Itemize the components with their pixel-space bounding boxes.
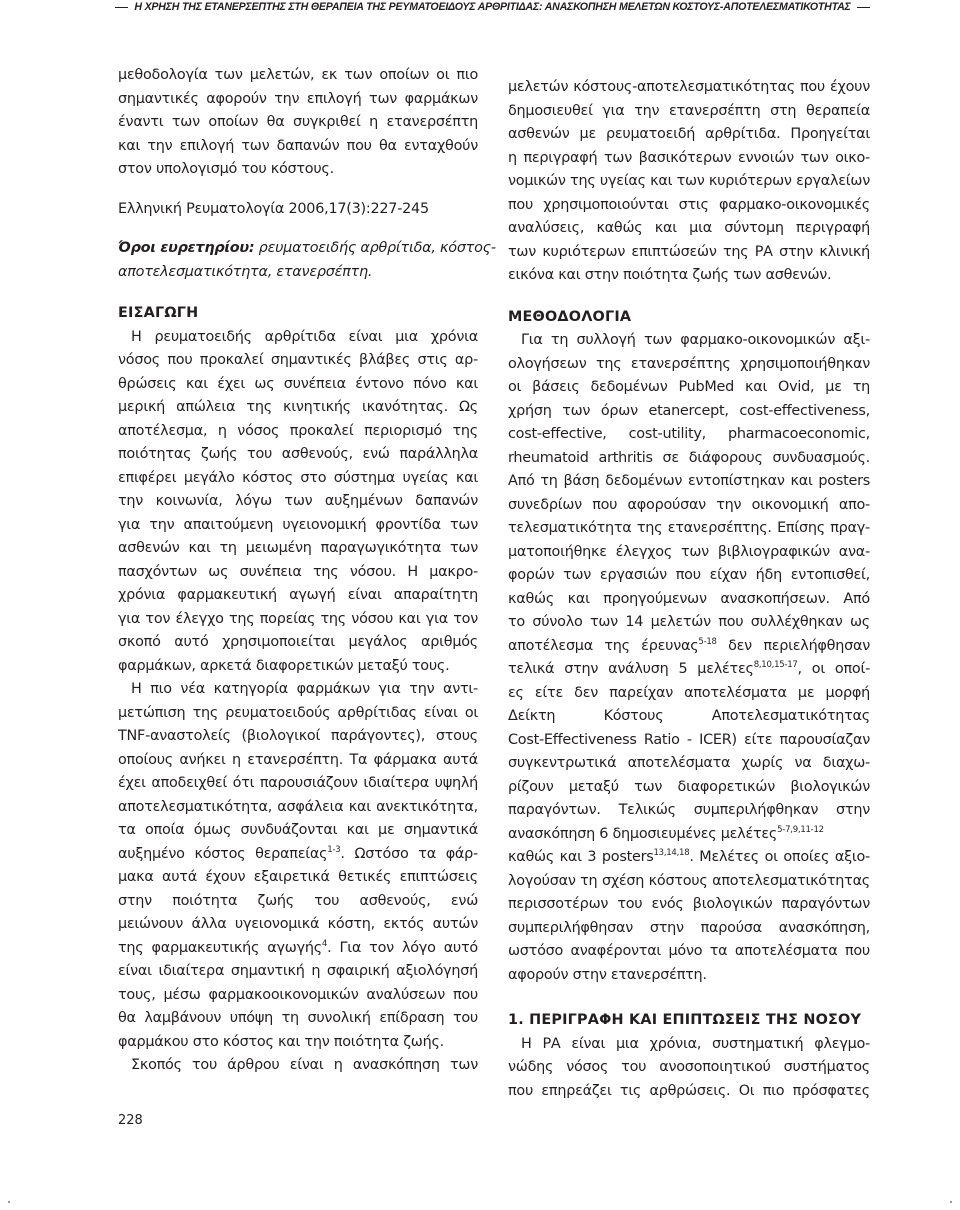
text-line: οποίους ανήκει η ετανερσέπτη. Τα φάρμακα αυτά <box>118 751 478 768</box>
text-line: στον υπολογισμό του κόστους. <box>118 161 334 177</box>
text-line: πασχόντων ως συνέπεια της νόσου. Η μακρο- <box>118 563 478 580</box>
text-line: ματοποιήθηκε έλεγχος των βιβλιογραφικών ανα- <box>508 543 870 560</box>
text-line: έχει αποδειχθεί ότι παρουσιάζουν ιδιαίτερα υψηλή <box>118 775 478 791</box>
text-line: ρίζουν μεταξύ των διαφορετικών βιολογικών <box>508 778 870 795</box>
header-rule-right <box>857 7 870 8</box>
right-column <box>508 76 870 1103</box>
text-line: μελετών κόστους-αποτελεσματικότητας που έχουν <box>508 79 870 95</box>
keywords <box>118 237 496 284</box>
text-line: μερική απώλεια της κινητικής ικανότητας. Ως <box>118 399 478 415</box>
text-fragment: . Για τον λόγο αυτό <box>327 939 478 956</box>
abstract-end <box>118 64 478 182</box>
text-line: εικόνα και στην ποιότητα ζωής των ασθενών. <box>508 267 832 283</box>
text-line: το σύνολο των 14 μελετών που συλλέχθηκαν ως <box>508 614 870 630</box>
citation-superscript: 4 <box>321 938 328 949</box>
text-line: χρήση των όρων etanercept, cost-effectiveness, <box>508 402 870 419</box>
text-line: μειώνουν άλλα υγειονομικά κόστη, εκτός αυτών <box>118 916 478 932</box>
text-line: αποτέλεσμα, η νόσος προκαλεί περιορισμό της <box>118 422 478 439</box>
text-fragment: δεν περιελήφθησαν <box>716 637 870 654</box>
text-fragment: τελικά στην ανάλυση 5 μελέτες <box>508 661 754 677</box>
text-line: TNF-αναστολείς (βιολογικοί παράγοντες), στους <box>118 728 478 744</box>
text-line: ες είτε δεν παρείχαν αποτελέσματα με μορφή <box>508 684 870 701</box>
text-line: νομικών της υγείας και των κυριότερων εργαλείων <box>508 173 870 189</box>
text-line: ολογήσεων της ετανερσέπτης χρησιμοποιήθηκαν <box>508 355 870 372</box>
text-line: Η πιο νέα κατηγορία φαρμάκων για την αντι- <box>131 681 478 697</box>
text-line: στην ποιότητα ζωής του ασθενούς, ενώ <box>118 892 478 909</box>
intro-paragraph-2 <box>118 678 478 1054</box>
text-line: λογούσαν τη σχέση κόστους αποτελεσματικότητας <box>508 872 870 889</box>
section-1-heading: 1. ΠΕΡΙΓΡΑΦΗ ΚΑΙ ΕΠΙΠΤΩΣΕΙΣ ΤΗΣ ΝΟΣΟΥ <box>508 1012 862 1028</box>
citation-superscript: 5-7,9,11-12 <box>777 824 824 835</box>
text-line: μακα αυτά έχουν εξαιρετικά θετικές επιπτώσεις <box>118 869 478 885</box>
text-line: για την απαιτούμενη υγειονομική φροντίδα των <box>118 516 478 533</box>
text-line: μετώπιση της ρευματοειδούς αρθρίτιδας είναι οι <box>118 704 478 721</box>
keywords-label: Όροι ευρετηρίου: <box>118 240 255 256</box>
text-line: αφορούν στην ετανερσέπτη. <box>508 966 707 983</box>
text-line: σκοπό αυτό χρησιμοποιείται μεγάλος αριθμός <box>118 634 478 650</box>
text-line: θρώσεις και έχει ως συνέπεια έντονο πόνο και <box>118 375 478 392</box>
text-line: περισσοτέρων του ενός βιολογικών παραγόντων <box>508 896 870 912</box>
text-line: θα λαμβάνουν υπόψη τη συνολική επίδραση του <box>118 1010 478 1026</box>
text-line: Δείκτη Κόστους Αποτελεσματικότητας <box>508 708 870 724</box>
corner-mark <box>950 1201 952 1203</box>
text-line: χρόνια φαρμακευτική αγωγή είναι απαραίτητη <box>118 587 478 603</box>
text-line: για τον έλεγχο της πορείας της νόσου και για τον <box>118 610 478 627</box>
text-line: αποτελεσματικότητα, ασφάλεια και ανεκτικότητα, <box>118 798 478 815</box>
text-fragment: καθώς και 3 posters <box>508 849 654 865</box>
methods-paragraph <box>508 329 870 987</box>
text-line: φαρμάκου στο κόστος και την ποιότητα ζωής. <box>118 1033 444 1050</box>
text-line: καθώς και προηγούμενων ανασκοπήσεων. Από <box>508 590 870 607</box>
citation-superscript: 8,10,15-17 <box>753 660 798 670</box>
intro-heading: ΕΙΣΑΓΩΓΗ <box>118 305 199 321</box>
text-fragment: της φαρμακευτικής αγωγής <box>118 939 322 956</box>
text-line: που επηρεάζει τις αρθρώσεις. Οι πιο πρόσφατες <box>508 1082 870 1099</box>
corner-mark <box>8 1201 10 1203</box>
text-line: δημοσιευθεί για την ετανερσέπτη στη θεραπεία <box>508 102 870 119</box>
text-line: cost-effective, cost-utility, pharmacoeconomic, <box>508 426 870 442</box>
text-fragment: , οι οποί- <box>797 661 870 677</box>
text-line: οι βάσεις δεδομένων PubMed και Ovid, με τη <box>508 379 870 395</box>
text-line: Από τη βάση δεδομένων εντοπίστηκαν και posters <box>508 473 870 489</box>
intro-paragraph-1 <box>118 326 478 679</box>
text-line: τους, μέσω φαρμακοοικονομικών αναλύσεων που <box>118 986 478 1003</box>
text-line: τα οποία όμως συνδυάζονται και με σημαντικά <box>118 822 478 838</box>
text-line: παραγόντων. Τελικώς συμπεριλήφθηκαν στην <box>508 802 870 818</box>
text-line: και την επιλογή των δαπανών που θα ενταχθούν <box>118 137 478 154</box>
text-line: ποιότητας ζωής του ασθενούς, ενώ παράλληλα <box>118 446 478 462</box>
intro-paragraph-3-rest <box>508 76 870 288</box>
page-number: 228 <box>118 1113 143 1128</box>
text-line: ασθενών και τη μειωμένη παραγωγικότητα των <box>118 540 478 556</box>
text-fragment: ανασκόπηση 6 δημοσιευμένες μελέτες <box>508 825 778 842</box>
text-line: φορών των εργασιών που είχαν ήδη εντοπισθεί, <box>508 567 870 583</box>
keywords-text: ρευματοειδής αρθρίτιδα, κόστος- <box>254 240 496 256</box>
text-line: σημαντικές αφορούν την επιλογή των φαρμάκων <box>118 90 478 107</box>
journal-citation: Ελληνική Ρευματολογία 2006,17(3):227-245 <box>118 200 429 217</box>
text-fragment: αυξημένο κόστος θεραπείας <box>118 845 328 862</box>
text-fragment: . Μελέτες οι οποίες αξιο- <box>689 849 870 865</box>
text-line: νόσος που προκαλεί σημαντικές βλάβες στις αρ- <box>118 352 478 368</box>
text-line: Για τη συλλογή των φαρμακο-οικονομικών αξι- <box>521 332 870 348</box>
text-line: ασθενών με ρευματοειδή αρθρίτιδα. Προηγείται <box>508 126 870 142</box>
text-line: συγκεντρωτικά αποτελέσματα χωρίς να διαχω- <box>508 755 870 771</box>
text-line: συμπεριλήφθησαν στην παρούσα ανασκόπηση, <box>508 919 870 936</box>
text-line: ωστόσο αναφέρονται μόνο τα αποτελέσματα που <box>508 943 870 959</box>
methods-heading: ΜΕΘΟΔΟΛΟΓΙΑ <box>508 308 632 325</box>
text-line: Η ΡΑ είναι μια χρόνια, συστηματική φλεγμο- <box>521 1035 870 1052</box>
keywords-text: αποτελεσματικότητα, ετανερσέπτη. <box>118 263 373 280</box>
header-rule-left <box>115 7 128 8</box>
intro-paragraph-3-start: Σκοπός του άρθρου είναι η ανασκόπηση των <box>131 1057 478 1073</box>
text-fragment: . Ωστόσο τα φάρ- <box>340 845 478 862</box>
text-line: Η ρευματοειδής αρθρίτιδα είναι μια χρόνια <box>131 328 478 345</box>
text-line: μεθοδολογία των μελετών, εκ των οποίων οι πιο <box>118 67 478 83</box>
text-line: συνεδρίων που αφορούσαν την οικονομική απο- <box>508 496 870 513</box>
text-line: επιφέρει μεγάλο κόστος στο σύστημα υγείας και <box>118 469 478 486</box>
text-line: νώδης νόσος του ανοσοποιητικού συστήματος <box>508 1059 870 1075</box>
text-line: που χρησιμοποιούνται στις φαρμακο-οικονομικές <box>508 196 870 213</box>
left-column <box>118 64 496 1078</box>
running-header <box>115 0 870 14</box>
section-1-paragraph <box>508 1033 870 1104</box>
citation-superscript: 13,14,18 <box>653 848 690 858</box>
text-line: την κοινωνία, λόγω των αυξημένων δαπανών <box>118 493 478 509</box>
text-fragment: αποτέλεσμα της έρευνας <box>508 637 699 654</box>
running-title: Η ΧΡΗΣΗ ΤΗΣ ΕΤΑΝΕΡΣΕΠΤΗΣ ΣΤΗ ΘΕΡΑΠΕΙΑ ΤΗΣ ΡΕΥΜΑΤΟΕΙΔΟΥΣ ΑΡΘΡΙΤΙΔΑΣ: ΑΝΑΣΚΟΠΗΣΗ ΜΕΛΕΤΩΝ ΚΟΣΤΟΥΣ-ΑΠΟΤΕΛΕΣΜΑΤΙΚΟΤΗΤΑΣ <box>134 1 851 13</box>
text-line: είναι ιδιαίτερα σημαντική η σφαιρική αξιολόγησή <box>118 963 478 979</box>
citation-superscript: 1-3 <box>327 844 341 855</box>
text-line: αναλύσεις, καθώς και μια σύντομη περιγραφή <box>508 220 870 236</box>
text-line: rheumatoid arthritis σε διάφορους συνδυασμούς. <box>508 449 870 466</box>
text-line: έναντι των οποίων θα συγκριθεί η ετανερσέπτη <box>118 114 478 130</box>
text-line: Cost-Effectiveness Ratio - ICER) είτε παρουσίαζαν <box>508 731 870 748</box>
text-line: φαρμάκων, αρκετά διαφορετικών μεταξύ τους. <box>118 657 450 674</box>
text-line: η περιγραφή των βασικότερων εννοιών των οικο- <box>508 149 870 166</box>
text-line: των κυριότερων επιπτώσεών της ΡΑ στην κλινική <box>508 243 870 260</box>
citation-superscript: 5-18 <box>698 636 717 647</box>
text-line: τελεσματικότητα της ετανερσέπτης. Επίσης πραγ- <box>508 520 870 536</box>
